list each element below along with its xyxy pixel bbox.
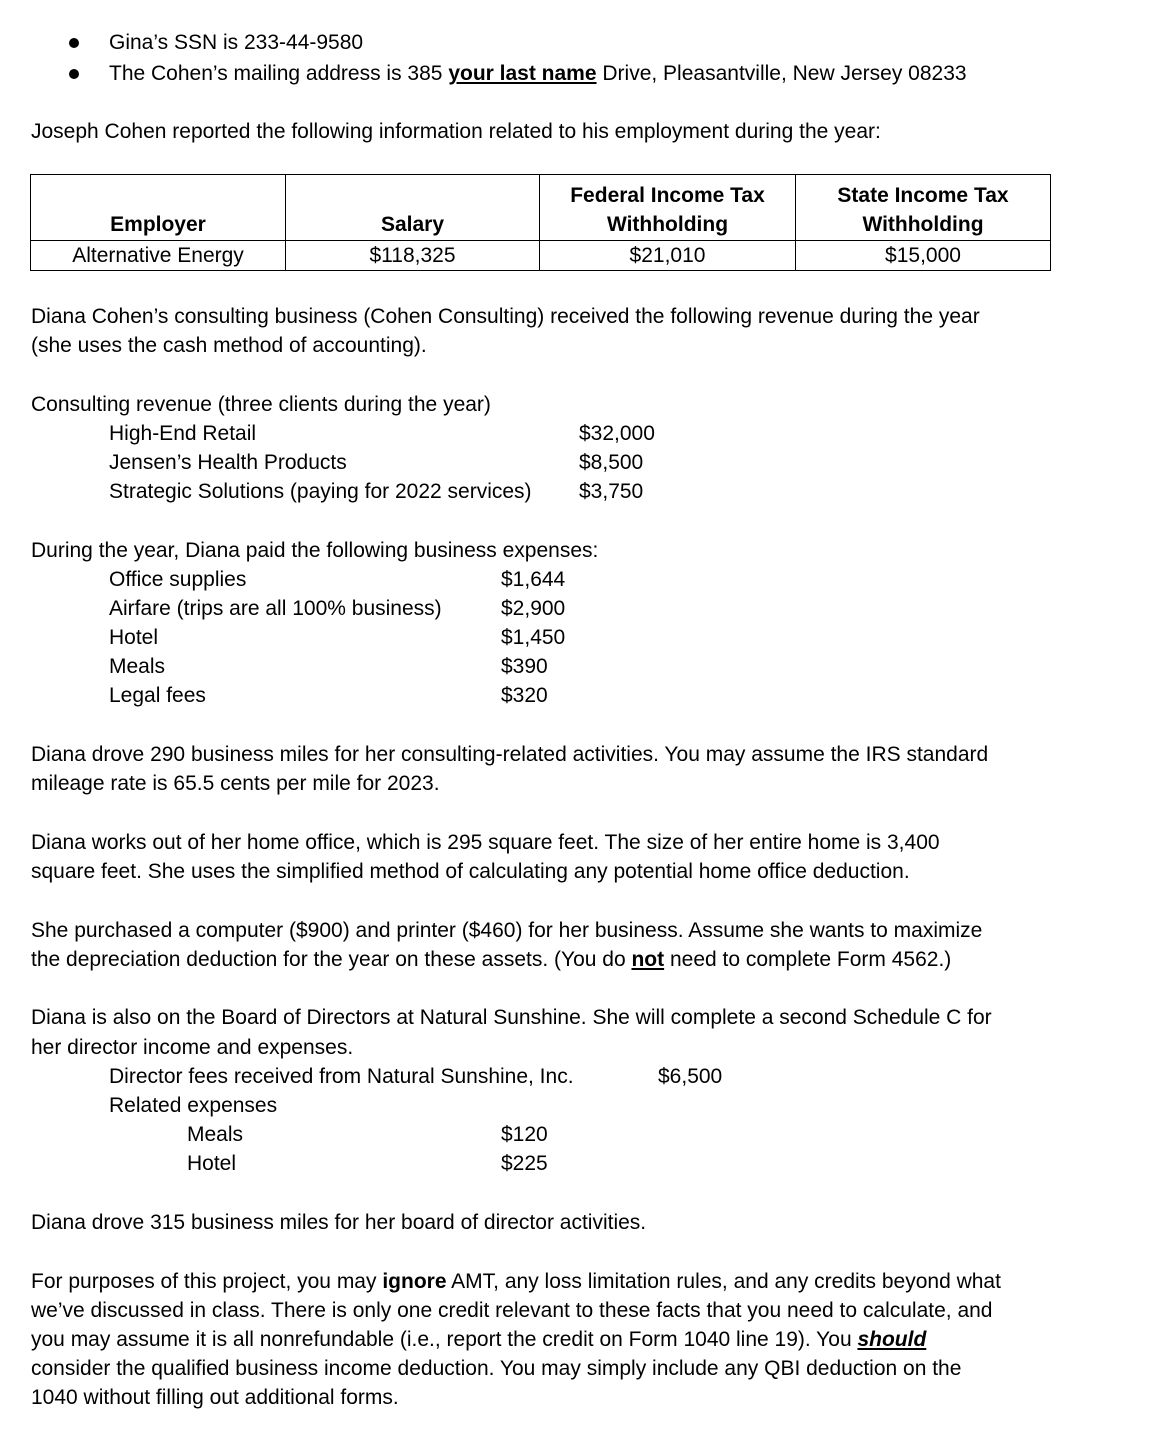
- address-placeholder: your last name: [448, 62, 597, 85]
- bullet-address: [109, 59, 967, 88]
- cell-state: $15,000: [796, 241, 1051, 271]
- mileage-line2: mileage rate is 65.5 cents per mile for 2023.: [31, 772, 440, 795]
- instructions-line2: we’ve discussed in class. There is only one credit relevant to these facts that you need to calculate, and: [31, 1299, 993, 1322]
- bullet-ssn: Gina’s SSN is 233-44-9580: [109, 31, 364, 54]
- instructions-line5: 1040 without filling out additional forms.: [31, 1386, 399, 1409]
- instructions-line4: consider the qualified business income deduction. You may simply include any QBI deduction on the: [31, 1357, 962, 1380]
- expense-label: Office supplies: [109, 568, 247, 591]
- expense-amount: $1,644: [501, 568, 566, 591]
- consulting-intro-line2: (she uses the cash method of accounting).: [31, 334, 427, 357]
- client-amount: $8,500: [579, 451, 644, 474]
- expense-label: Hotel: [109, 626, 159, 649]
- employment-table: [30, 174, 1051, 271]
- header-state-withholding: State Income Tax Withholding: [796, 175, 1051, 241]
- director-expense-amount: $120: [501, 1123, 548, 1146]
- expense-label: Meals: [109, 655, 166, 678]
- expense-label: Legal fees: [109, 684, 206, 707]
- client-name: Strategic Solutions (paying for 2022 services): [109, 480, 532, 503]
- bullet-icon: [69, 38, 79, 48]
- director-expense-label: Hotel: [187, 1152, 237, 1175]
- director-fees-amount: $6,500: [658, 1065, 723, 1088]
- director-expense-label: Meals: [187, 1123, 244, 1146]
- cell-federal: $21,010: [540, 241, 796, 271]
- director-fees-label: Director fees received from Natural Sunshine, Inc.: [109, 1065, 574, 1088]
- emphasis-not: not: [631, 948, 665, 971]
- table-row: [31, 241, 1051, 271]
- expense-label: Airfare (trips are all 100% business): [109, 597, 442, 620]
- director-line1: Diana is also on the Board of Directors at Natural Sunshine. She will complete a second Schedule C for: [31, 1006, 992, 1029]
- expense-amount: $2,900: [501, 597, 566, 620]
- expense-amount: $390: [501, 655, 548, 678]
- instructions-line3: you may assume it is all nonrefundable (i.e., report the credit on Form 1040 line 19). You should: [31, 1328, 927, 1351]
- emphasis-should: should: [857, 1328, 927, 1351]
- mileage-line1: Diana drove 290 business miles for her consulting-related activities. You may assume the IRS standard: [31, 743, 989, 766]
- equipment-line2: the depreciation deduction for the year on these assets. (You do not need to complete Form 4562.): [31, 948, 952, 971]
- director-expense-amount: $225: [501, 1152, 548, 1175]
- address-text: Drive, Pleasantville, New Jersey 08233: [596, 62, 967, 85]
- director-miles: Diana drove 315 business miles for her board of director activities.: [31, 1211, 647, 1234]
- emphasis-ignore: ignore: [382, 1270, 447, 1293]
- client-name: Jensen’s Health Products: [109, 451, 347, 474]
- expenses-heading: During the year, Diana paid the following business expenses:: [31, 539, 599, 562]
- employment-intro: Joseph Cohen reported the following information related to his employment during the year:: [31, 120, 881, 143]
- consulting-intro-line1: Diana Cohen’s consulting business (Cohen Consulting) received the following revenue during the year: [31, 305, 980, 328]
- table-header-row: [31, 175, 1051, 241]
- instructions-line1: For purposes of this project, you may ignore AMT, any loss limitation rules, and any credits beyond what: [31, 1270, 1001, 1293]
- cell-employer: Alternative Energy: [31, 241, 286, 271]
- header-federal-withholding: Federal Income Tax Withholding: [540, 175, 796, 241]
- client-name: High-End Retail: [109, 422, 257, 445]
- header-salary: Salary: [286, 175, 540, 241]
- bullet-icon: [69, 69, 79, 79]
- client-amount: $32,000: [579, 422, 655, 445]
- home-office-line1: Diana works out of her home office, which is 295 square feet. The size of her entire home is 3,400: [31, 831, 940, 854]
- cell-salary: $118,325: [286, 241, 540, 271]
- equipment-line1: She purchased a computer ($900) and printer ($460) for her business. Assume she wants to maximize: [31, 919, 983, 942]
- revenue-heading: Consulting revenue (three clients during the year): [31, 393, 491, 416]
- related-expenses-heading: Related expenses: [109, 1094, 278, 1117]
- director-line2: her director income and expenses.: [31, 1036, 354, 1059]
- address-text: The Cohen’s mailing address is 385: [109, 62, 449, 85]
- home-office-line2: square feet. She uses the simplified method of calculating any potential home office deduction.: [31, 860, 910, 883]
- expense-amount: $1,450: [501, 626, 566, 649]
- client-amount: $3,750: [579, 480, 644, 503]
- expense-amount: $320: [501, 684, 548, 707]
- header-employer: Employer: [31, 175, 286, 241]
